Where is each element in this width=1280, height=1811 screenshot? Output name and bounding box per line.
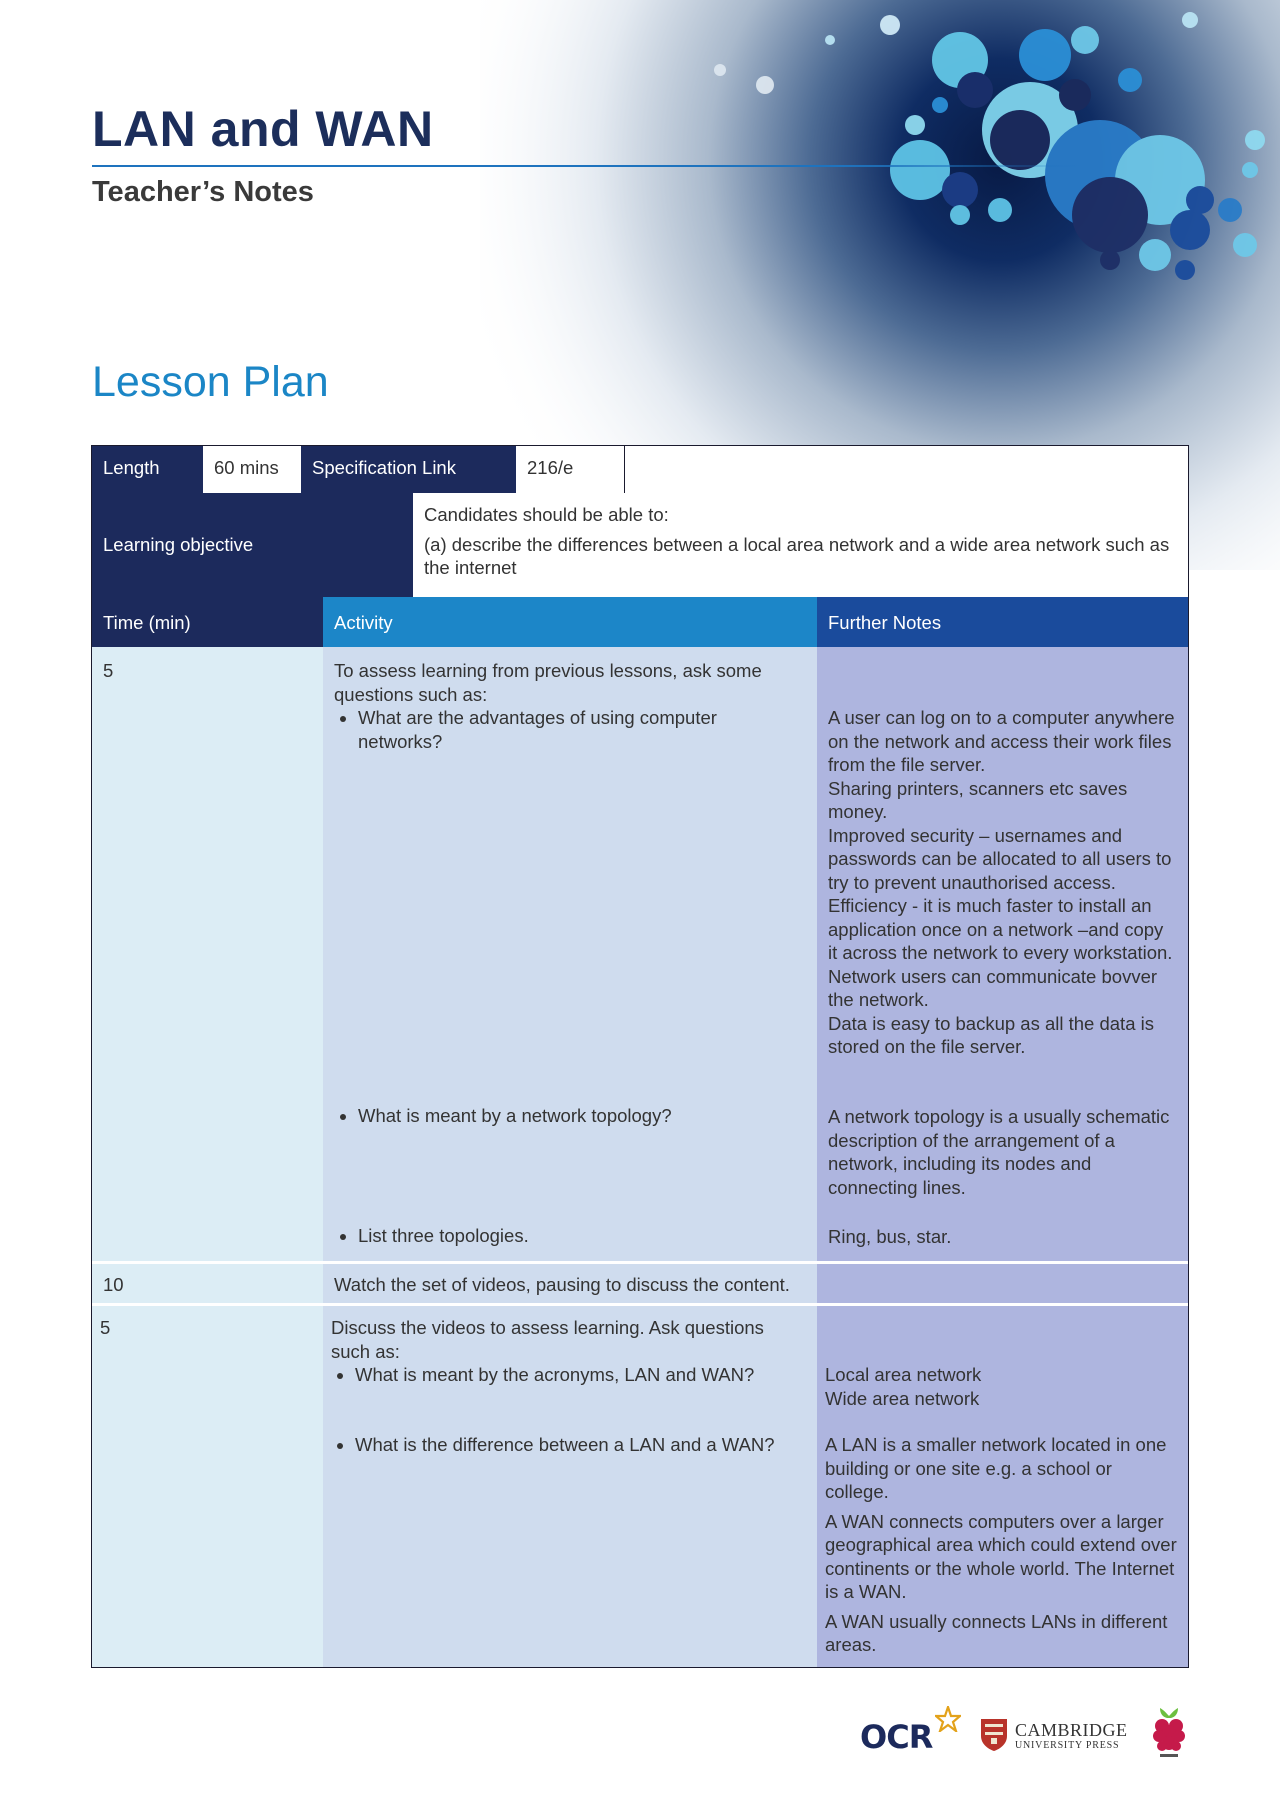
- objective-text: [413, 493, 1188, 597]
- activity-intro: To assess learning from previous lessons, ask some questions such as:: [334, 660, 762, 705]
- question-item: • List three topologies.: [358, 1224, 806, 1248]
- note-text: A LAN is a smaller network located in one building or one site e.g. a school or college.: [825, 1434, 1167, 1502]
- meta-row: [92, 446, 1188, 493]
- section-title: Lesson Plan: [92, 358, 329, 406]
- page-subtitle: Teacher’s Notes: [92, 176, 314, 208]
- raspberry-pi-icon: [1148, 1704, 1190, 1760]
- page-title: LAN and WAN: [92, 101, 434, 157]
- note-text: Improved security – usernames and passwords can be allocated to all users to try to prevent unauthorised access.: [828, 824, 1172, 893]
- activity-cell: [323, 1306, 817, 1667]
- notes-cell: [817, 1264, 1188, 1303]
- ocr-logo: OCR: [860, 1718, 933, 1756]
- objective-row: [92, 493, 1188, 597]
- note-text: Wide area network: [825, 1387, 980, 1409]
- question-list: [331, 1433, 806, 1457]
- title-divider: [92, 165, 1092, 167]
- activity-cell: Watch the set of videos, pausing to discuss the content.: [323, 1264, 817, 1303]
- cambridge-logo-line2: UNIVERSITY PRESS: [1015, 1740, 1120, 1751]
- col-activity-header: Activity: [323, 597, 817, 647]
- lesson-plan-table: [91, 445, 1189, 1668]
- footer-logos: [855, 1700, 1195, 1770]
- objective-label: Learning objective: [92, 493, 413, 597]
- spec-value: 216/e: [516, 446, 625, 493]
- question-item: • What is meant by a network topology?: [358, 1104, 806, 1128]
- table-row: [92, 1264, 1188, 1303]
- table-row: [92, 1306, 1188, 1667]
- length-label: Length: [92, 446, 203, 493]
- activity-intro: Discuss the videos to assess learning. Ask questions such as:: [331, 1317, 764, 1362]
- col-time-header: Time (min): [92, 597, 323, 647]
- notes-cell: [817, 1306, 1188, 1667]
- note-text: Sharing printers, scanners etc saves money.: [828, 777, 1128, 822]
- question-item: • What is meant by the acronyms, LAN and WAN?: [355, 1363, 806, 1387]
- note-text: A WAN connects computers over a larger geographical area which could extend over continents or the whole world. The Internet is a WAN.: [825, 1510, 1177, 1602]
- objective-line-2: (a) describe the differences between a local area network and a wide area network such as the internet: [424, 533, 1170, 578]
- question-list: [331, 1363, 806, 1387]
- time-cell: 5: [92, 1306, 323, 1667]
- note-text: Network users can communicate bovver the network.: [828, 965, 1158, 1010]
- objective-line-1: Candidates should be able to:: [424, 504, 669, 525]
- note-text: Local area network: [825, 1364, 982, 1385]
- question-item: • What are the advantages of using computer networks?: [358, 706, 806, 753]
- col-notes-header: Further Notes: [817, 597, 1188, 647]
- note-text: Data is easy to backup as all the data is stored on the file server.: [828, 1012, 1154, 1057]
- time-cell: 10: [92, 1264, 323, 1303]
- cambridge-shield-icon: [980, 1718, 1008, 1752]
- question-list: [334, 706, 806, 753]
- question-list: [334, 1104, 806, 1128]
- question-list: [334, 1224, 806, 1248]
- column-header-row: [92, 597, 1188, 647]
- activity-cell: [323, 647, 817, 1261]
- table-row: [92, 647, 1188, 1261]
- note-text: A user can log on to a computer anywhere on the network and access their work files from the file server.: [828, 707, 1175, 775]
- time-cell: 5: [92, 647, 323, 1261]
- note-group: [825, 1433, 1180, 1657]
- star-icon: [935, 1706, 961, 1732]
- cambridge-logo-line1: CAMBRIDGE: [1015, 1720, 1128, 1740]
- note-text: Efficiency - it is much faster to install an application once on a network –and copy it across the network to every workstation.: [828, 895, 1173, 963]
- note-text: A WAN usually connects LANs in different areas.: [825, 1610, 1168, 1655]
- question-item: • What is the difference between a LAN and a WAN?: [355, 1433, 806, 1457]
- spec-label: Specification Link: [301, 446, 516, 493]
- length-value: 60 mins: [203, 446, 301, 493]
- notes-cell: [817, 647, 1188, 1261]
- spec-empty: [625, 446, 1188, 493]
- note-text: A network topology is a usually schematic description of the arrangement of a network, including its nodes and connecting lines.: [828, 1106, 1170, 1198]
- note-text: Ring, bus, star.: [828, 1226, 952, 1247]
